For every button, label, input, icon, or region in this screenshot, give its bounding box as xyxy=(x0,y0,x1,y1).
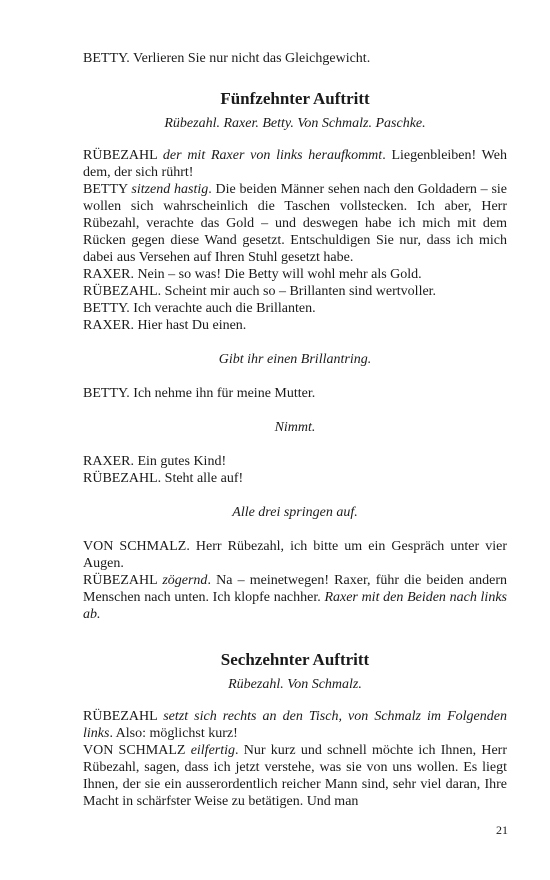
dialogue-line: BETTY. Ich verachte auch die Brillanten. xyxy=(83,301,316,316)
scene-cast: Rübezahl. Von Schmalz. xyxy=(228,677,362,692)
dialogue-line: BETTY sitzend hastig. Die beiden Männer sehen nach den Goldadern – sie wollen sich wahrscheinlich die Taschen vollstecken. Ich aber, Herr Rübezahl, verachte das Gold – und deswegen habe ich mich mit dem Rücken gegen diese Wand gesetzt. Entschuldigen Sie nur, dass ich mich dabei aus Versehen auf Ihren Stuhl gesetzt habe. xyxy=(83,182,508,265)
stage-direction: Gibt ihr einen Brillantring. xyxy=(218,352,372,367)
dialogue-line: RÜBEZAHL. Scheint mir auch so – Brillanten sind wertvoller. xyxy=(83,284,437,299)
stage-direction: eilfertig xyxy=(190,743,236,758)
dialogue-line: RAXER. Nein – so was! Die Betty will wohl mehr als Gold. xyxy=(83,267,422,282)
scene-cast: Rübezahl. Raxer. Betty. Von Schmalz. Paschke. xyxy=(164,116,426,131)
dialogue-line: BETTY. Verlieren Sie nur nicht das Gleichgewicht. xyxy=(83,51,371,66)
stage-direction: setzt sich rechts an den Tisch, von Schmalz im Folgenden links xyxy=(83,709,507,741)
page-number: 21 xyxy=(496,823,508,837)
stage-direction: Raxer mit den Beiden nach links ab. xyxy=(83,590,507,622)
dialogue-line: RAXER. Ein gutes Kind! xyxy=(83,454,227,469)
scene-heading: Sechzehnter Auftritt xyxy=(220,650,370,669)
dialogue-line: RÜBEZAHL der mit Raxer von links heraufkommt. Liegenbleiben! Weh dem, der sich rührt! xyxy=(83,148,507,180)
stage-direction: Nimmt. xyxy=(274,420,316,435)
stage-direction: der mit Raxer von links heraufkommt xyxy=(162,148,383,163)
scene-heading: Fünfzehnter Auftritt xyxy=(220,89,370,108)
book-page xyxy=(83,50,507,810)
stage-direction: sitzend hastig xyxy=(131,182,209,197)
dialogue-line: BETTY. Ich nehme ihn für meine Mutter. xyxy=(83,386,316,401)
stage-direction: zögernd xyxy=(162,573,208,588)
dialogue-line: VON SCHMALZ eilfertig. Nur kurz und schnell möchte ich Ihnen, Herr Rübezahl, sagen, dass ich jetzt verstehe, was sie von uns wollen. Es liegt Ihnen, der sie ein ausserordentlich reicher Mann sind, sehr viel daran, Ihre Macht in schärfster Weise zu betätigen. Und man xyxy=(83,743,507,809)
dialogue-line: RÜBEZAHL. Steht alle auf! xyxy=(83,471,244,486)
dialogue-line: RÜBEZAHL zögernd. Na – meinetwegen! Raxer, führ die beiden andern Menschen nach unten. Ich klopfe nachher. Raxer mit den Beiden nach links ab. xyxy=(83,573,507,622)
dialogue-line: VON SCHMALZ. Herr Rübezahl, ich bitte um ein Gespräch unter vier Augen. xyxy=(83,539,507,571)
stage-direction: Alle drei springen auf. xyxy=(232,505,358,520)
dialogue-line: RÜBEZAHL setzt sich rechts an den Tisch, von Schmalz im Folgenden links. Also: möglichst kurz! xyxy=(83,709,507,741)
dialogue-line: RAXER. Hier hast Du einen. xyxy=(83,318,247,333)
